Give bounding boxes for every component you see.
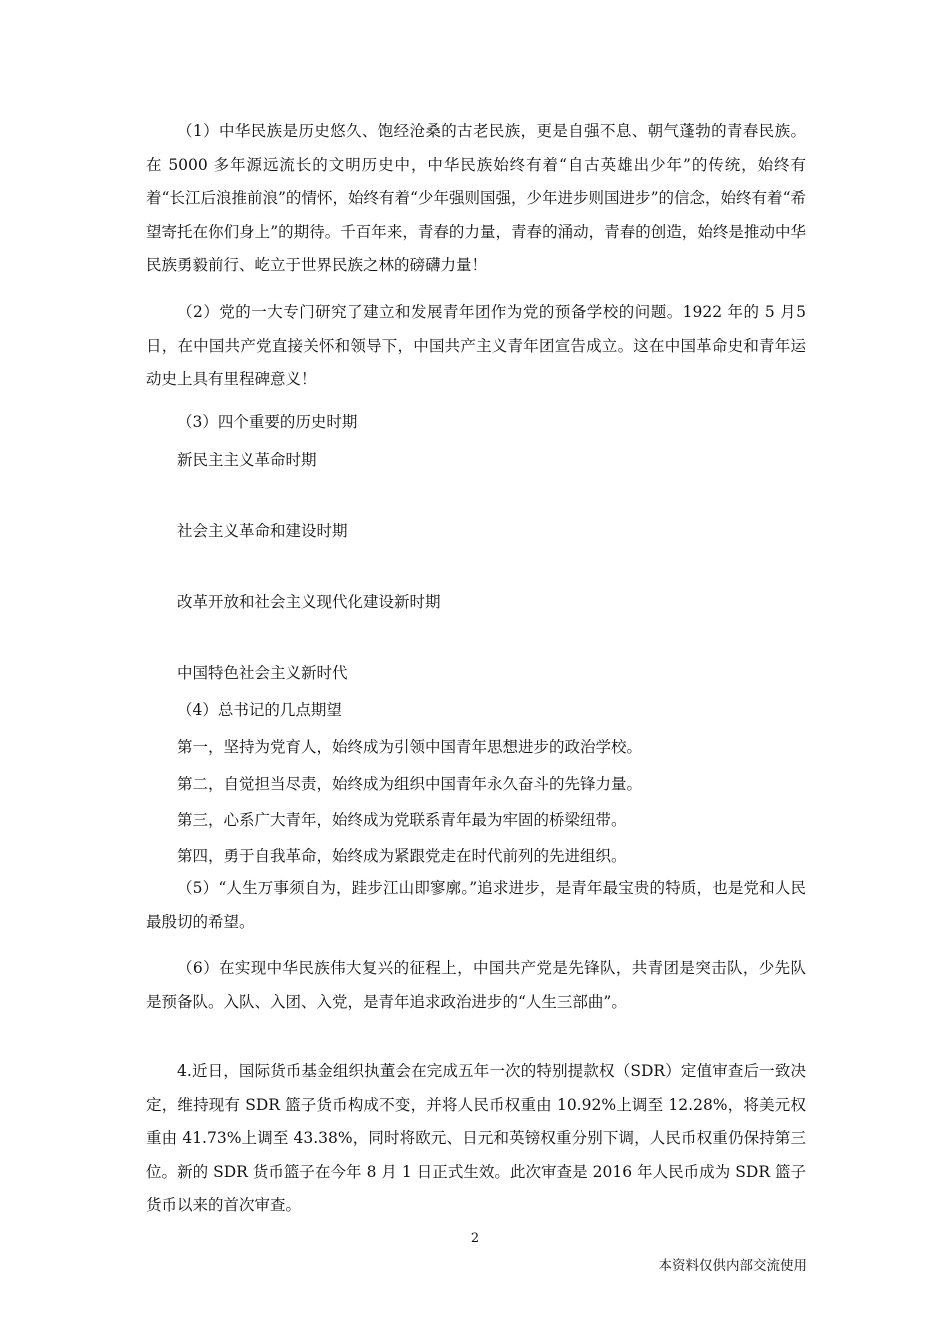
page-number: 2 [470,1231,480,1246]
hope-item-1: 第一，坚持为党育人，始终成为引领中国青年思想进步的政治学校。 [177,738,643,756]
hope-item-3: 第三，心系广大青年，始终成为党联系青年最为牢固的桥梁纽带。 [177,811,627,829]
history-period-1: 新民主主义革命时期 [177,451,317,469]
paragraph-2: （2）党的一大专门研究了建立和发展青年团作为党的预备学校的问题。1922 年的 5 月5 日，在中国共产党直接关怀和领导下，中国共产主义青年团宣告成立。这在中国革命史和青年运动史上具有里程碑意义！ [146,303,806,388]
hope-item-4: 第四，勇于自我革命，始终成为紧跟党走在时代前列的先进组织。 [177,847,627,865]
footer-note: 本资料仅供内部交流使用 [658,1258,807,1274]
history-period-2: 社会主义革命和建设时期 [177,522,348,540]
paragraph-1: （1）中华民族是历史悠久、饱经沧桑的古老民族，更是自强不息、朝气蓬勃的青春民族。在 5000 多年源远流长的文明历史中，中华民族始终有着“自古英雄出少年”的传统，始终有着“长江后浪推前浪”的情怀，始终有着“少年强则国强，少年进步则国进步”的信念，始终有着“希望寄托在你们身上”的期待。千百年来，青春的力量，青春的涌动，青春的创造，始终是推动中华民族勇毅前行、屹立于世界民族之林的磅礴力量！ [146,122,806,274]
hope-item-2: 第二，自觉担当尽责，始终成为组织中国青年永久奋斗的先锋力量。 [177,775,643,793]
history-period-3: 改革开放和社会主义现代化建设新时期 [177,593,441,611]
paragraph-5: （5）“人生万事须自为，跬步江山即寥廓。”追求进步，是青年最宝贵的特质，也是党和人民最殷切的希望。 [146,879,806,931]
section-3-heading: （3）四个重要的历史时期 [177,413,358,431]
section-4-heading: （4）总书记的几点期望 [177,701,342,719]
history-period-4: 中国特色社会主义新时代 [177,664,348,682]
paragraph-6: （6）在实现中华民族伟大复兴的征程上，中国共产党是先锋队，共青团是突击队，少先队是预备队。入队、入团、入党，是青年追求政治进步的“人生三部曲”。 [146,959,806,1011]
question-4-paragraph: 4.近日，国际货币基金组织执董会在完成五年一次的特别提款权（SDR）定值审查后一致决定，维持现有 SDR 篮子货币构成不变，并将人民币权重由 10.92%上调至 12.28%，将美元权重由 41.73%上调至 43.38%，同时将欧元、日元和英镑权重分别下调，人民币权重仍保持第三位。新的 SDR 货币篮子在今年 8 月 1 日正式生效。此次审查是 2016 年人民币成为 SDR 篮子货币以来的首次审查。 [146,1062,806,1214]
